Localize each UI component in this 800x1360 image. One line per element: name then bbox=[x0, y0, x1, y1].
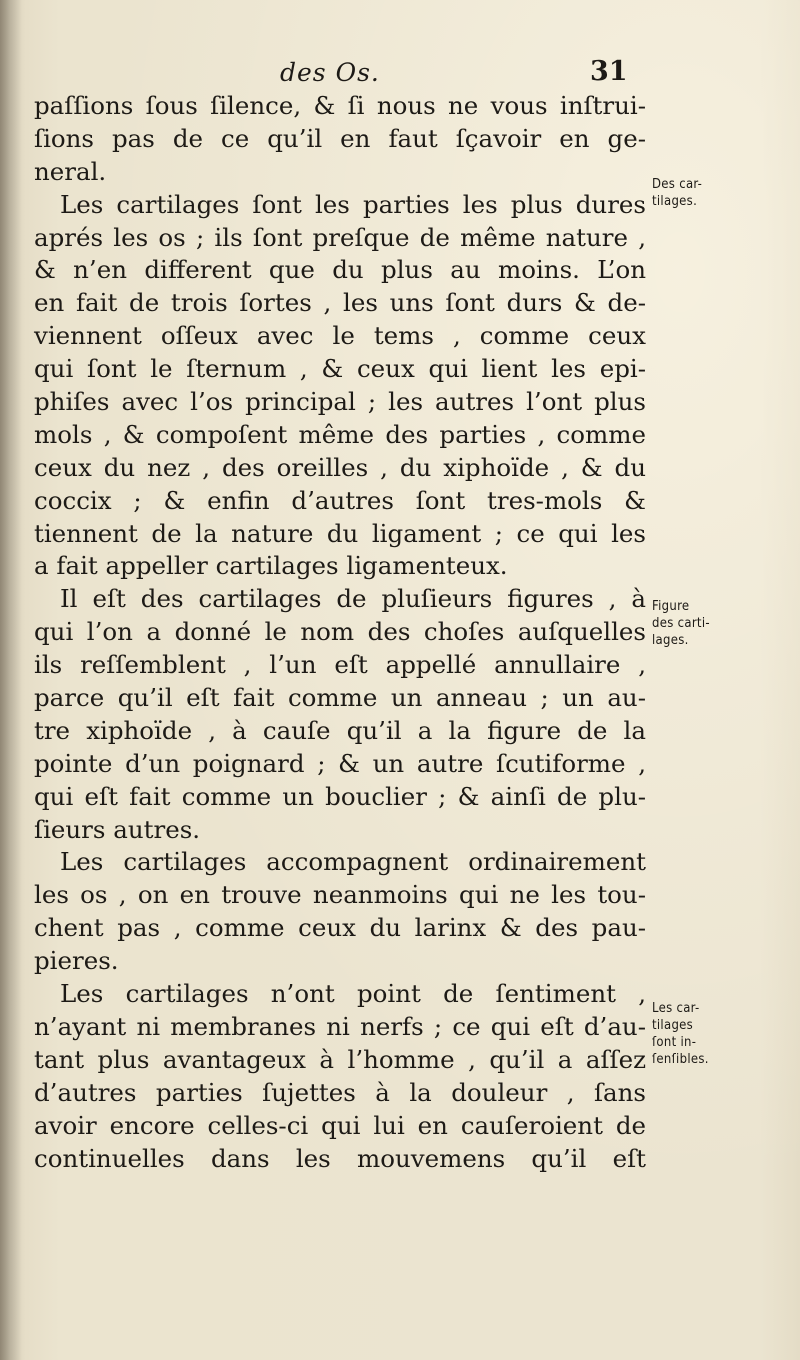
text-line: pieres. bbox=[34, 946, 119, 976]
text-line: tiennent de la nature du ligament ; ce qui les bbox=[34, 518, 646, 548]
text-line: qui l’on a donné le nom des choſes auſquelles bbox=[34, 617, 646, 647]
gutter-shadow bbox=[0, 0, 22, 1360]
text-line: qui eſt fait comme un bouclier ; & ainſi de plu- bbox=[34, 781, 646, 811]
text-line: tre xiphoïde , à cauſe qu’il a la figure de la bbox=[34, 715, 646, 745]
text-line: viennent oſſeux avec le tems , comme ceux bbox=[34, 321, 646, 351]
text-line: parce qu’il eſt fait comme un anneau ; un au- bbox=[34, 683, 646, 713]
text-line: paſſions ſous ſilence, & ſi nous ne vous inſtrui- bbox=[34, 91, 646, 120]
margin-note-line: ſont in- bbox=[652, 1035, 697, 1050]
text-line: n’ayant ni membranes ni nerfs ; ce qui eſt d’au- bbox=[34, 1011, 646, 1041]
text-line: ils reſſemblent , l’un eſt appellé annullaire , bbox=[34, 650, 646, 680]
text-line: qui ſont le ſternum , & ceux qui lient les epi- bbox=[34, 354, 646, 384]
margin-note-line: tilages. bbox=[652, 194, 698, 209]
text-line: chent pas , comme ceux du larinx & des pau- bbox=[34, 913, 646, 943]
text-line: d’autres parties ſujettes à la douleur , ſans bbox=[34, 1077, 646, 1107]
page-number: 31 bbox=[590, 56, 628, 87]
text-line: & n’en different que du plus au moins. L’on bbox=[34, 255, 646, 285]
margin-note-line: lages. bbox=[652, 633, 689, 648]
text-line: ſieurs autres. bbox=[34, 814, 201, 844]
text-line: Les cartilages n’ont point de ſentiment , bbox=[60, 979, 646, 1009]
text-line: mols , & compoſent même des parties , comme bbox=[34, 419, 646, 449]
text-line: continuelles dans les mouvemens qu’il eſt bbox=[34, 1143, 646, 1173]
margin-note-line: Les car- bbox=[652, 1001, 700, 1016]
text-line: pointe d’un poignard ; & un autre ſcutiforme , bbox=[34, 748, 646, 778]
margin-note-line: Figure bbox=[652, 599, 690, 614]
margin-note-line: ſenſibles. bbox=[652, 1052, 709, 1067]
text-line: les os , on en trouve neanmoins qui ne les tou- bbox=[34, 880, 646, 910]
text-line: neral. bbox=[34, 156, 107, 186]
text-line: ſions pas de ce qu’il en faut ſçavoir en ge- bbox=[34, 123, 646, 153]
running-title: des Os. bbox=[280, 58, 380, 87]
text-line: a fait appeller cartilages ligamenteux. bbox=[34, 551, 508, 581]
margin-note-cartilages bbox=[652, 176, 736, 210]
text-line: aprés les os ; ils ſont preſque de même nature , bbox=[34, 222, 646, 252]
text-line: phiſes avec l’os principal ; les autres l’ont plus bbox=[34, 387, 646, 417]
text-line: avoir encore celles-ci qui lui en cauſeroient de bbox=[34, 1110, 646, 1140]
text-line: en fait de trois ſortes , les uns ſont durs & de- bbox=[34, 288, 646, 318]
margin-note-line: tilages bbox=[652, 1018, 694, 1033]
margin-note-insensible bbox=[652, 1000, 736, 1068]
margin-note-line: des carti- bbox=[652, 616, 710, 631]
text-line: ceux du nez , des oreilles , du xiphoïde , & du bbox=[34, 452, 646, 482]
text-line: Les cartilages accompagnent ordinairement bbox=[60, 847, 646, 877]
margin-note-figures bbox=[652, 598, 736, 649]
margin-note-line: Des car- bbox=[652, 177, 703, 192]
text-line: Il eſt des cartilages de pluſieurs figures , à bbox=[60, 584, 646, 614]
body-text bbox=[34, 90, 646, 1175]
text-line: tant plus avantageux à l’homme , qu’il a aſſez bbox=[34, 1044, 646, 1074]
text-line: coccix ; & enfin d’autres ſont tres-mols & bbox=[34, 485, 646, 515]
text-line: Les cartilages ſont les parties les plus dures bbox=[60, 189, 646, 219]
